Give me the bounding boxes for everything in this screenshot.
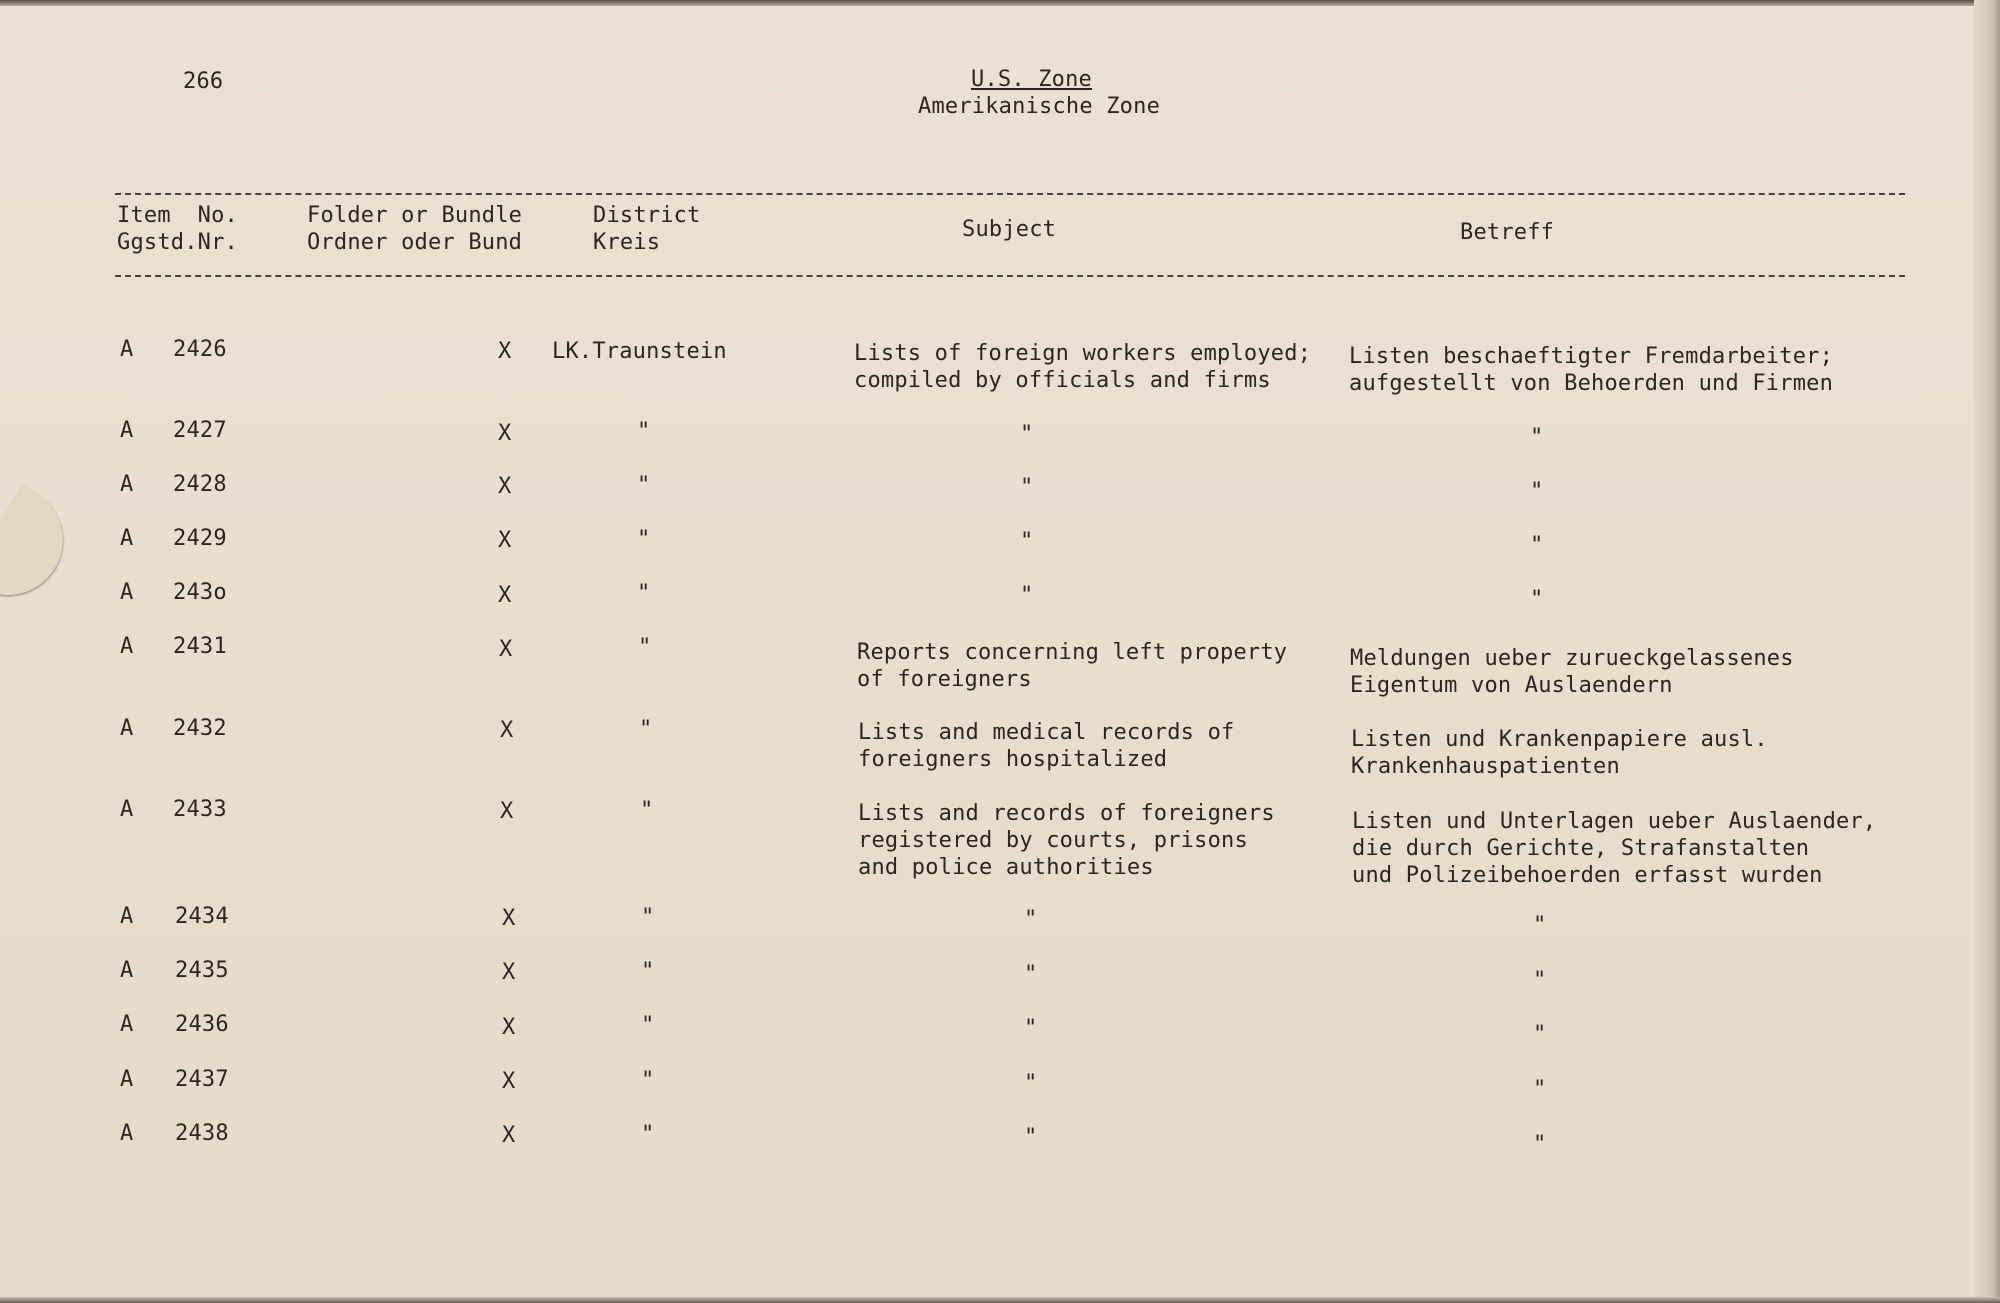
row-number: 2436 [175,1012,229,1037]
page-top-edge [0,0,2000,6]
row-mark: X [500,799,514,824]
row-number: 2433 [173,797,227,822]
page-number: 266 [183,69,224,94]
col-header-item-de: Ggstd.Nr. [117,230,239,255]
row-mark: X [498,339,512,364]
row-district: " [637,581,651,606]
row-subject: " [1020,583,1034,608]
row-betreff: " [1530,533,1544,558]
row-betreff: Listen und Krankenpapiere ausl. Krankenhauspatienten [1351,727,1768,779]
row-betreff: " [1530,587,1544,612]
page-right-edge [1974,0,2000,1303]
row-subject: " [1024,1071,1038,1096]
row-mark: X [498,583,512,608]
row-district: " [637,473,651,498]
col-header-folder-en: Folder or Bundle [307,203,523,228]
row-betreff: Listen und Unterlagen ueber Auslaender, die durch Gerichte, Strafanstalten und Polizeibehoerden erfasst wurden [1352,809,1877,888]
row-subject: " [1020,529,1034,554]
row-prefix: A [120,904,134,929]
row-district: " [638,635,652,660]
row-prefix: A [120,580,134,605]
row-prefix: A [120,1012,134,1037]
row-subject: Lists of foreign workers employed; compiled by officials and firms [854,341,1312,393]
row-betreff: " [1533,968,1547,993]
row-district: " [639,717,653,742]
row-district: LK.Traunstein [552,339,727,364]
row-mark: X [502,1015,516,1040]
row-district: " [640,798,654,823]
row-mark: X [499,637,513,662]
row-mark: X [498,528,512,553]
row-number: 2429 [173,526,227,551]
row-number: 2426 [173,337,227,362]
row-subject: " [1024,907,1038,932]
row-prefix: A [120,634,134,659]
row-number: 2427 [173,418,227,443]
row-mark: X [502,906,516,931]
row-district: " [637,419,651,444]
zone-subtitle: Amerikanische Zone [918,94,1161,119]
row-prefix: A [120,1067,134,1092]
row-number: 2437 [175,1067,229,1092]
row-prefix: A [120,337,134,362]
row-mark: X [502,1069,516,1094]
row-district: " [641,1068,655,1093]
header-rule-bottom [115,275,1905,277]
row-number: 2434 [175,904,229,929]
row-mark: X [502,1123,516,1148]
zone-title: U.S. Zone [971,67,1093,92]
col-header-district-de: Kreis [593,230,661,255]
header-rule-top [115,193,1905,195]
row-betreff: " [1533,1132,1547,1157]
row-betreff: " [1533,913,1547,938]
row-number: 2438 [175,1121,229,1146]
row-subject: " [1024,1125,1038,1150]
row-number: 243o [173,580,227,605]
row-prefix: A [120,1121,134,1146]
row-subject: " [1020,422,1034,447]
row-subject: Lists and records of foreigners registered by courts, prisons and police authorities [858,801,1275,880]
row-subject: " [1020,475,1034,500]
row-prefix: A [120,526,134,551]
row-betreff: " [1530,479,1544,504]
col-header-item-en: Item No. [117,203,239,228]
row-mark: X [498,474,512,499]
row-number: 2428 [173,472,227,497]
row-district: " [637,527,651,552]
row-subject: " [1024,1016,1038,1041]
row-number: 2431 [173,634,227,659]
row-subject: Reports concerning left property of foreigners [857,640,1288,692]
col-header-folder-de: Ordner oder Bund [307,230,523,255]
row-district: " [641,1122,655,1147]
row-betreff: " [1533,1022,1547,1047]
col-header-district-en: District [593,203,701,228]
row-number: 2435 [175,958,229,983]
row-district: " [641,959,655,984]
row-betreff: " [1530,425,1544,450]
col-header-betreff: Betreff [1460,220,1555,245]
index-tab [0,485,83,615]
row-mark: X [500,718,514,743]
col-header-subject: Subject [962,217,1057,242]
row-mark: X [498,421,512,446]
row-prefix: A [120,716,134,741]
row-betreff: Meldungen ueber zurueckgelassenes Eigentum von Auslaendern [1350,646,1794,698]
row-prefix: A [120,418,134,443]
row-subject: Lists and medical records of foreigners hospitalized [858,720,1235,772]
row-district: " [641,1013,655,1038]
row-prefix: A [120,472,134,497]
row-district: " [641,905,655,930]
row-betreff: Listen beschaeftigter Fremdarbeiter; aufgestellt von Behoerden und Firmen [1349,344,1834,396]
page-bottom-edge [0,1297,2000,1303]
row-betreff: " [1533,1077,1547,1102]
row-mark: X [502,960,516,985]
row-prefix: A [120,797,134,822]
row-subject: " [1024,962,1038,987]
row-number: 2432 [173,716,227,741]
row-prefix: A [120,958,134,983]
